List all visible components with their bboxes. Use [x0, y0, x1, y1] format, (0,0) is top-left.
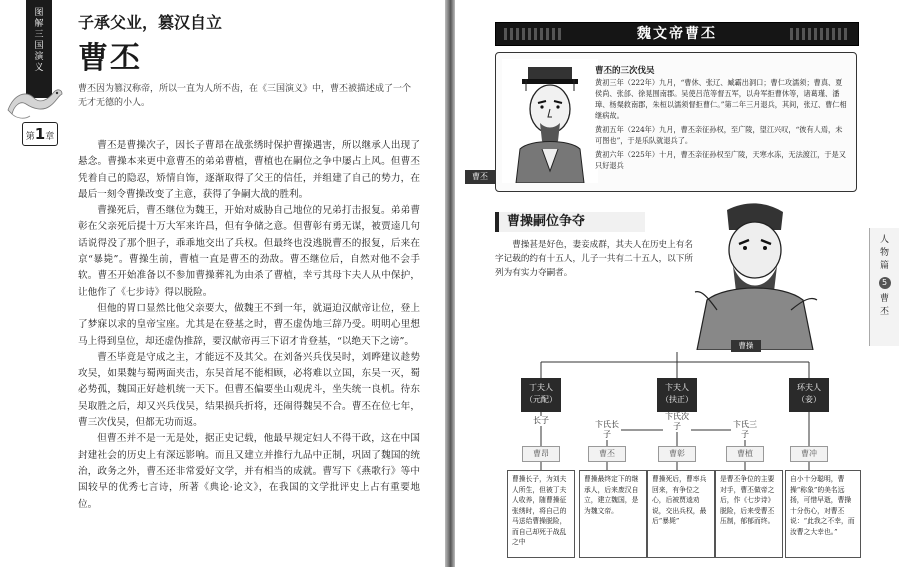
left-page [0, 0, 445, 567]
page-subtitle: 子承父业，篡汉自立 [78, 13, 223, 32]
caocao-caption: 曹操 [731, 340, 761, 352]
right-page [455, 0, 899, 567]
relation-label: 长子 [533, 416, 549, 425]
chapter-prefix: 第 [25, 132, 35, 142]
son-box: 曹冲 [790, 446, 828, 462]
article-body [78, 138, 420, 513]
mother-name: 环夫人 [797, 383, 821, 392]
son-box: 曹植 [726, 446, 764, 462]
portrait-caption: 曹丕 [465, 170, 495, 184]
mother-note: （元配） [525, 395, 557, 404]
expedition-item: 黄初五年（224年）九月，曹丕亲征孙权，至广陵，望江兴叹，“彼有人焉，未可图也”，于是乐队就退兵了。 [595, 125, 843, 145]
intro-text: 曹丕因为篡汉称帝，所以一直为人所不齿，在《三国演义》中，曹丕被描述成了一个无才无德的小人。 [78, 84, 412, 108]
book-gutter [445, 0, 455, 567]
son-description: 曹操最终定下的继承人，后来废汉自立，建立魏国，是为魏文帝。 [579, 470, 647, 558]
side-tab-char: 人 [879, 235, 889, 245]
son-box: 曹丕 [588, 446, 626, 462]
mother-note: （妾） [797, 395, 821, 404]
succession-section-title: 曹操嗣位争夺 [495, 212, 645, 232]
tab-char: 解 [34, 19, 44, 29]
tab-char: 演 [34, 52, 44, 62]
mother-name: 丁夫人 [529, 383, 553, 392]
relation-label: 卞氏长子 [595, 420, 619, 439]
article-paragraph: 曹操死后，曹丕继位为魏王，开始对威胁自己地位的兄弟打击报复。弟弟曹彰在父亲死后提十万大军来许昌，但有争储之意。但曹彰有勇无谋，被贾逵几句话说得没了那个胆子，乖乖地交出了兵权。但最终也没逃脱曹丕的报复，后来在京“暴毙”。曹操生前，曹植一直是曹丕的劲敌。曹丕继位后，自然对他不会手软。曹丕开始准备以不参加曹操葬礼为由杀了曹植，幸亏其母卞夫人从中保护，让他作了《七步诗》得以脱险。 [78, 205, 420, 298]
son-description: 曹操死后，曹率兵回来，有争位之心，后被贾逵劝说，交出兵权，最后“暴毙” [647, 470, 715, 558]
son-description: 自小十分聪明，曹操“称象”的美名远扬，可惜早逝，曹操十分伤心，对曹丕说：“此我之不幸，而汝曹之大幸也。” [785, 470, 861, 558]
article-paragraph: 但他的胃口显然比他父亲要大，做魏王不到一年，就逼迫汉献帝让位，登上了梦寐以求的皇帝宝座。尤其是在登基之时，曹丕虚伪地三辞乃受。明明心里想马上得到皇位，却还虚伪推辞，要汉献帝再三下诏才肯登基，“以绝天下之谤”。 [78, 302, 420, 347]
dragon-ornament-icon [4, 80, 66, 124]
succession-intro-text: 曹操甚是好色，妻妾成群，其夫人在历史上有名字记载的约有十五人，儿子一共有二十五人，以下所列为有实力夺嗣者。 [495, 240, 693, 278]
section-banner: 魏文帝曹丕 [495, 22, 859, 46]
mother-name: 卞夫人 [665, 383, 689, 392]
son-box: 曹彰 [658, 446, 696, 462]
page-title: 曹丕 [78, 41, 142, 76]
article-paragraph: 但曹丕并不是一无是处，据正史记载，他最早规定妇人不得干政，这在中国封建社会的历史上有深远影响。而且又建立并推行九品中正制，巩固了魏国的统治，政务之外，曹丕还非常爱好文学，并有相当的成就。曹写下《燕歌行》等中国较早的优秀七言诗，所著《典论·论文》，在我国的文学批评史上占有重要地位。 [78, 433, 420, 510]
mother-note: （扶正） [661, 395, 693, 404]
tab-char: 义 [34, 63, 44, 73]
son-description: 是曹丕争位的主要对手，曹丕做帝之后，作《七步诗》脱险，后来受曹丕压制，郁郁而终。 [715, 470, 783, 558]
relation-label: 卞氏三子 [733, 420, 757, 439]
side-tab-char: 篇 [879, 261, 889, 271]
expedition-item: 黄初三年（222年）九月，“曹休、张辽、臧霸出洞口；曹仁攻濡须；曹真、夏侯尚、张郃、徐晃围南郡。吴使吕范等督五军，以舟军拒曹休等，诸葛瑾、潘璋、杨粲救南郡，朱桓以濡须督拒曹仁。”第二年三月退兵，其间，张辽、曹仁相继病故。 [595, 78, 847, 120]
side-tab-name-char: 丕 [879, 307, 889, 317]
mother-bian [657, 378, 697, 412]
tab-char: 三 [34, 30, 44, 40]
side-tab-name-char: 曹 [879, 294, 889, 304]
tab-char: 图 [34, 8, 44, 18]
chapter-number: 1 [34, 125, 46, 143]
mother-huan [789, 378, 829, 412]
son-description: 曹操长子，为刘夫人所生，但被丁夫人收养，随曹操征张绣时，将自己的马送给曹操脱险，而自己却死于战乱之中 [507, 470, 575, 558]
tab-char: 国 [34, 41, 44, 51]
chapter-badge [22, 122, 58, 146]
mother-ding [521, 378, 561, 412]
article-paragraph: 曹丕是曹操次子，因长子曹昂在战张绣时保护曹操遇害，所以继承人出现了悬念。曹操本来更中意曹丕的弟弟曹植，曹植也在嗣位之争中屡占上风。但曹丕凭着自己的隐忍，矫情自饰，逐渐取得了父王的信任，并组建了自己的势力，在最后一刻令曹操改变了主意，获得了争嗣大战的胜利。 [78, 140, 420, 200]
side-tab-char: 物 [879, 248, 889, 258]
article-paragraph: 曹丕毕竟是守成之主，才能远不及其父。在刘备兴兵伐吴时，刘晔建议趁势攻吴，如果魏与蜀两面夹击，东吴首尾不能相顾，必将难以立国，东吴一灭，蜀必势孤，魏国正好趁机统一天下。但曹丕偏要坐山观虎斗，坐失统一良机。待东吴取胜之后，却又兴兵伐吴，结果损兵折将，还闹得魏吴不合。曹丕在位七年，曹三次伐吴，但都无功而返。 [78, 351, 420, 429]
side-tab-number: 5 [879, 277, 891, 289]
chapter-suffix: 章 [45, 132, 55, 142]
expedition-item: 黄初六年（225年）十月，曹丕亲征孙权至广陵，天寒水冻，无法渡江，于是又只好退兵 [595, 150, 846, 170]
relation-label: 卞氏次子 [665, 412, 689, 431]
expedition-title: 曹丕的三次伐吴 [595, 66, 655, 76]
son-box: 曹昂 [522, 446, 560, 462]
